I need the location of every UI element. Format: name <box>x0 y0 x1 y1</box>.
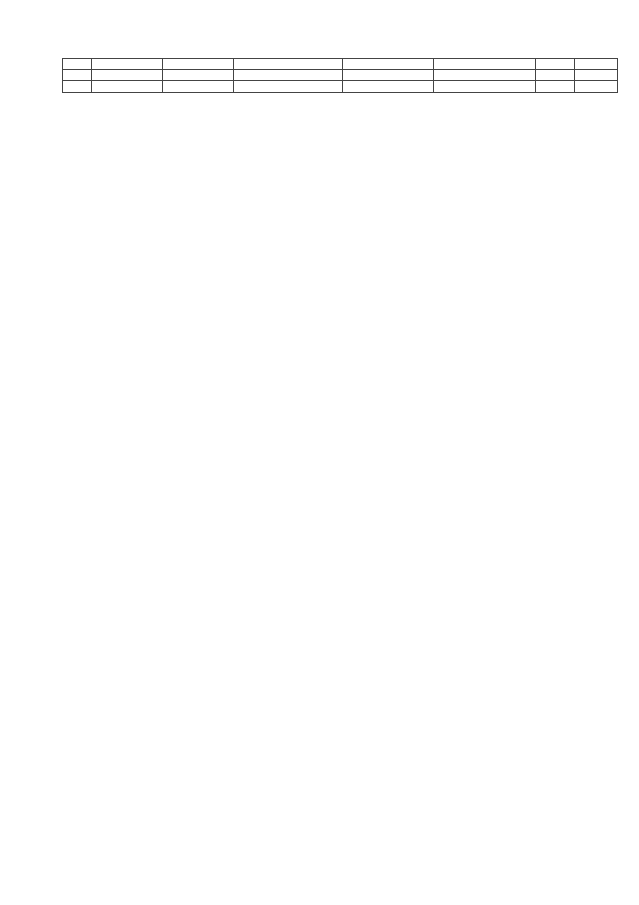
row-number-cell <box>63 81 92 92</box>
table-row <box>63 81 618 92</box>
work-type-cell <box>234 59 343 70</box>
registry-table <box>62 58 618 93</box>
organization-cell <box>434 81 536 92</box>
district-cell <box>92 81 163 92</box>
table-row <box>63 70 618 81</box>
year-cell <box>536 81 575 92</box>
district-cell <box>92 70 163 81</box>
settlement-cell <box>163 81 234 92</box>
row-number-cell <box>63 59 92 70</box>
settlement-cell <box>163 70 234 81</box>
month-cell <box>575 59 618 70</box>
district-cell <box>92 59 163 70</box>
work-type-cell <box>234 70 343 81</box>
month-cell <box>575 70 618 81</box>
work-type-cell <box>234 81 343 92</box>
organization-cell <box>434 59 536 70</box>
address-cell <box>343 59 434 70</box>
address-cell <box>343 70 434 81</box>
registry-table-body <box>63 59 618 93</box>
table-row <box>63 59 618 70</box>
organization-cell <box>434 70 536 81</box>
settlement-cell <box>163 59 234 70</box>
year-cell <box>536 59 575 70</box>
row-number-cell <box>63 70 92 81</box>
year-cell <box>536 70 575 81</box>
address-cell <box>343 81 434 92</box>
month-cell <box>575 81 618 92</box>
